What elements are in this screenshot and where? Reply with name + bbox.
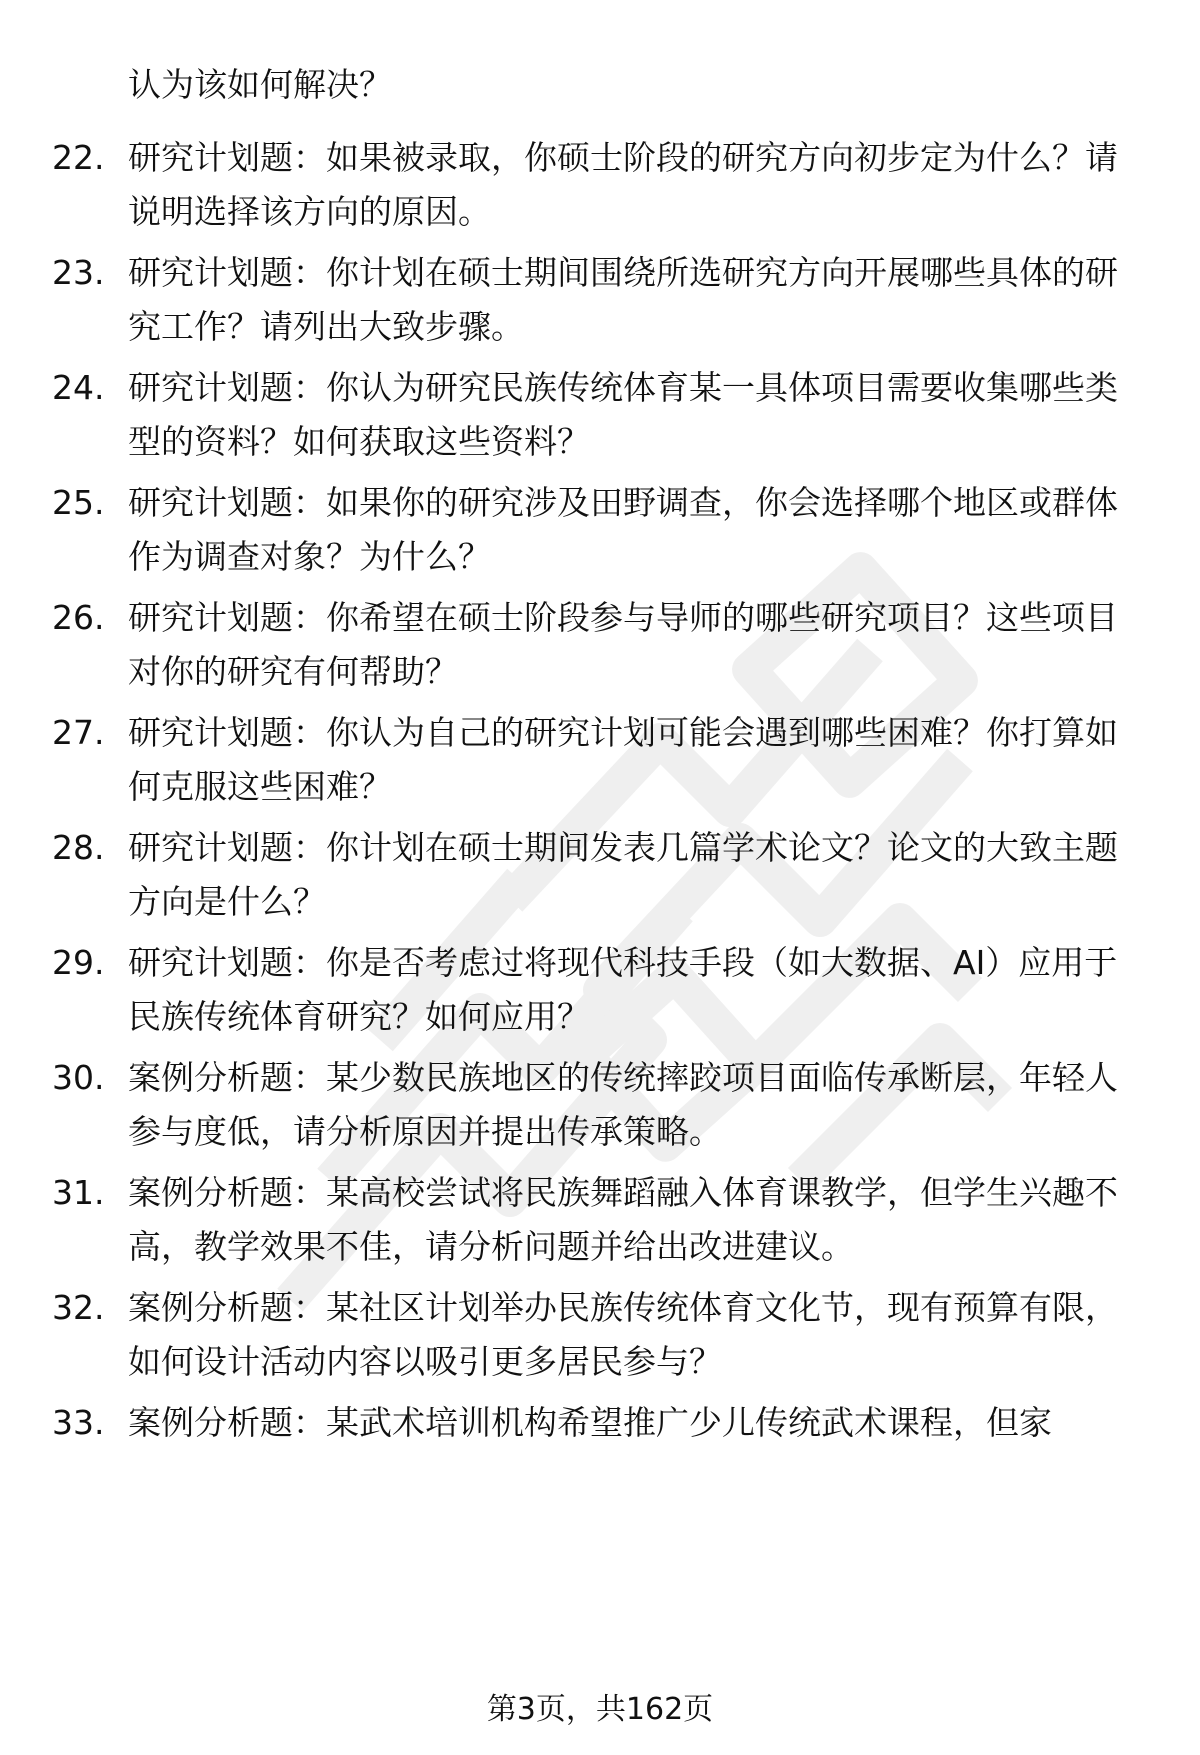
question-text: 研究计划题：你希望在硕士阶段参与导师的哪些研究项目？这些项目对你的研究有何帮助？	[128, 598, 1118, 691]
question-text: 研究计划题：你是否考虑过将现代科技手段（如大数据、AI）应用于民族传统体育研究？如何应用？	[128, 943, 1118, 1036]
question-text: 研究计划题：如果你的研究涉及田野调查，你会选择哪个地区或群体作为调查对象？为什么？	[128, 483, 1118, 576]
question-number: 23.	[52, 253, 105, 292]
question-text: 案例分析题：某少数民族地区的传统摔跤项目面临传承断层，年轻人参与度低，请分析原因并提出传承策略。	[128, 1058, 1118, 1151]
page-footer: 第3页，共162页	[486, 1692, 714, 1727]
continuation-line: 认为该如何解决？	[128, 65, 392, 104]
question-text: 案例分析题：某武术培训机构希望推广少儿传统武术课程，但家	[128, 1403, 1052, 1442]
question-number: 32.	[52, 1288, 105, 1327]
question-text: 案例分析题：某社区计划举办民族传统体育文化节，现有预算有限，如何设计活动内容以吸引更多居民参与？	[128, 1288, 1118, 1381]
question-text: 研究计划题：你认为研究民族传统体育某一具体项目需要收集哪些类型的资料？如何获取这些资料？	[128, 368, 1118, 461]
question-text: 研究计划题：如果被录取，你硕士阶段的研究方向初步定为什么？请说明选择该方向的原因。	[128, 138, 1118, 231]
question-number: 33.	[52, 1403, 105, 1442]
question-number: 24.	[52, 368, 105, 407]
question-number: 31.	[52, 1173, 105, 1212]
question-text: 研究计划题：你认为自己的研究计划可能会遇到哪些困难？你打算如何克服这些困难？	[128, 713, 1118, 806]
question-number: 30.	[52, 1058, 105, 1097]
question-number: 28.	[52, 828, 105, 867]
question-number: 26.	[52, 598, 105, 637]
question-text: 研究计划题：你计划在硕士期间发表几篇学术论文？论文的大致主题方向是什么？	[128, 828, 1118, 921]
question-number: 25.	[52, 483, 105, 522]
question-number: 29.	[52, 943, 105, 982]
question-number: 22.	[52, 138, 105, 177]
question-number: 27.	[52, 713, 105, 752]
question-text: 研究计划题：你计划在硕士期间围绕所选研究方向开展哪些具体的研究工作？请列出大致步骤。	[128, 253, 1118, 346]
question-text: 案例分析题：某高校尝试将民族舞蹈融入体育课教学，但学生兴趣不高，教学效果不佳，请分析问题并给出改进建议。	[128, 1173, 1118, 1266]
